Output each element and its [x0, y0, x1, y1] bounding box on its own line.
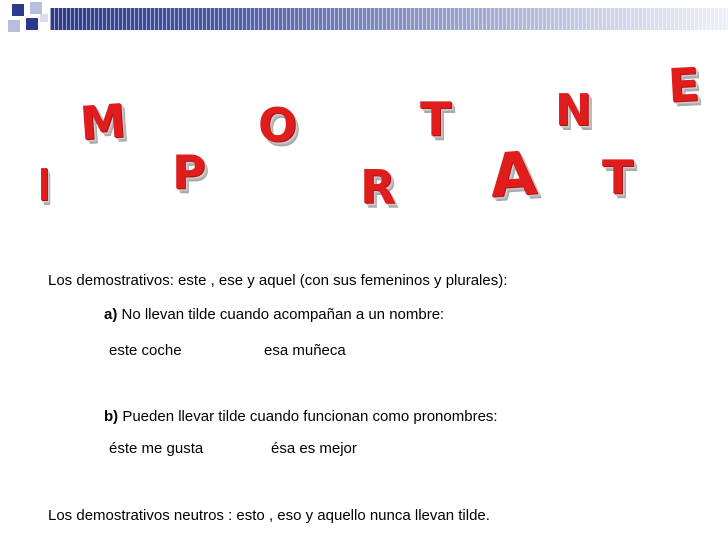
decor-square — [30, 2, 42, 14]
title-letter: O — [258, 98, 298, 152]
rule-a — [104, 306, 444, 323]
rule-b — [104, 408, 498, 425]
example-esa-muneca: esa muñeca — [264, 342, 346, 359]
title-letter: A — [487, 138, 539, 212]
example-este-me-gusta: éste me gusta — [109, 440, 204, 457]
example-esa-es-mejor: ésa es mejor — [271, 440, 357, 457]
gradient-stripes — [50, 8, 728, 30]
title-letter: R — [360, 160, 396, 214]
decor-square — [12, 4, 24, 16]
title-letter: T — [420, 92, 452, 146]
rule-a-marker: a) — [104, 306, 118, 323]
top-banner — [0, 0, 728, 44]
title-letter: T — [602, 150, 634, 204]
rule-a-text: No llevan tilde cuando acompañan a un nombre: — [117, 306, 445, 323]
rule-b-text: Pueden llevar tilde cuando funcionan como pronombres: — [118, 408, 498, 425]
decor-square — [26, 18, 38, 30]
title-letter: N — [555, 85, 592, 136]
title-letter: P — [172, 145, 206, 199]
rule-b-marker: b) — [104, 408, 119, 425]
example-este-coche: este coche — [109, 342, 182, 359]
decor-square — [40, 14, 48, 22]
decor-square — [8, 20, 20, 32]
title-letter: M — [78, 93, 128, 151]
title-letter: I — [38, 160, 51, 211]
intro-line: Los demostrativos: este , ese y aquel (con sus femeninos y plurales): — [48, 272, 508, 289]
title-letter: E — [666, 57, 701, 113]
closing-line: Los demostrativos neutros : esto , eso y aquello nunca llevan tilde. — [48, 507, 490, 524]
